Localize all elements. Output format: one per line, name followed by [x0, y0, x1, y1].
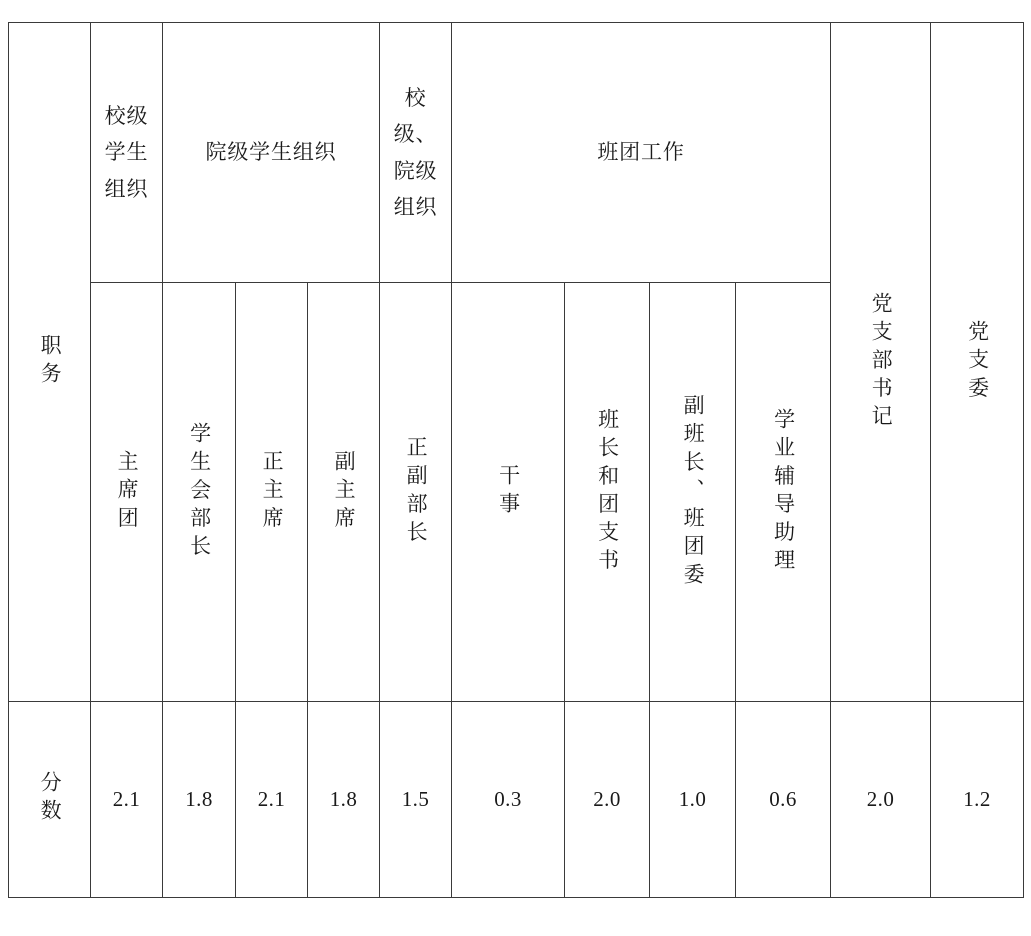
score-cell-7: 1.0: [650, 702, 736, 898]
position-label-8: 学业辅导助理: [771, 407, 796, 577]
score-cell-10: 1.2: [931, 702, 1024, 898]
group-label-1: 院级学生组织: [205, 140, 337, 165]
score-cell-6: 2.0: [565, 702, 650, 898]
position-staff-member: [452, 283, 565, 702]
group-label-2: 校级、院级组织: [393, 86, 438, 219]
score-table: [8, 22, 1024, 898]
score-cell-5: 0.3: [452, 702, 565, 898]
score-cell-4: 1.5: [380, 702, 452, 898]
position-party-branch-secretary: [831, 23, 931, 702]
position-department-head-deputy: [380, 283, 452, 702]
position-vice-chairman: [308, 283, 380, 702]
table-row-scores: [9, 702, 1024, 898]
table-row-group-header: [9, 23, 1024, 283]
position-academic-tutor-assistant: [736, 283, 831, 702]
group-header-class-league-work: [452, 23, 831, 283]
row-header-score-label: 分数: [38, 771, 63, 828]
group-label-3: 班团工作: [597, 140, 685, 165]
score-cell-0: 2.1: [91, 702, 163, 898]
row-header-score: [9, 702, 91, 898]
position-label-3: 副主席: [332, 449, 357, 535]
position-presidium: [91, 283, 163, 702]
group-label-0: 校级学生组织: [104, 104, 149, 201]
position-label-7: 副班长、班团委: [681, 393, 706, 591]
row-header-duties: [9, 23, 91, 702]
score-cell-9: 2.0: [831, 702, 931, 898]
position-label-2: 正主席: [260, 449, 285, 535]
group-header-college-level-org: [163, 23, 380, 283]
row-header-duties-label: 职务: [38, 333, 63, 391]
position-chairman: [236, 283, 308, 702]
position-label-5: 干事: [496, 463, 521, 521]
position-class-monitor-league-secretary: [565, 283, 650, 702]
position-label-0: 主席团: [115, 449, 140, 535]
position-label-1: 学生会部长: [187, 421, 212, 563]
score-cell-1: 1.8: [163, 702, 236, 898]
group-header-school-college-org: [380, 23, 452, 283]
score-cell-3: 1.8: [308, 702, 380, 898]
position-label-6: 班长和团支书: [595, 407, 620, 577]
score-cell-2: 2.1: [236, 702, 308, 898]
position-student-union-department-head: [163, 283, 236, 702]
position-label-4: 正副部长: [404, 435, 429, 549]
position-party-branch-committee: [931, 23, 1024, 702]
group-header-school-level-org: [91, 23, 163, 283]
score-cell-8: 0.6: [736, 702, 831, 898]
position-label-9: 党支部书记: [869, 291, 894, 433]
position-vice-monitor-class-league-committee: [650, 283, 736, 702]
position-label-10: 党支委: [965, 319, 990, 405]
